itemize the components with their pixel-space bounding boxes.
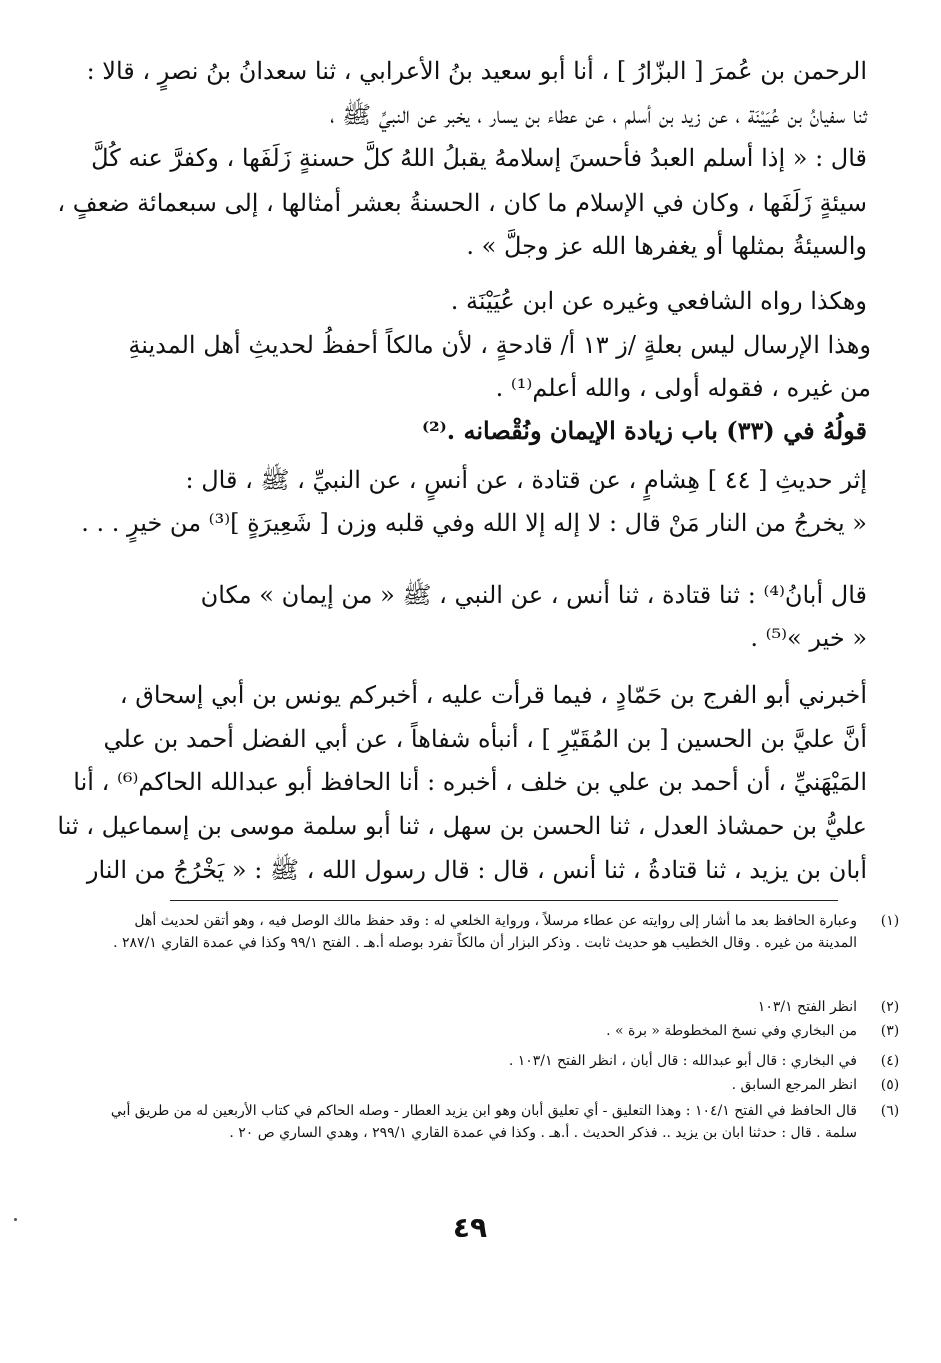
- body-line: أنَّ عليَّ بن الحسين [ بن المُقَيّرِ ] ، أنبأه شفاهاً ، عن أبي الفضل أحمد بن علي: [103, 725, 867, 753]
- body-line: الرحمن بن عُمرَ [ البزّارُ ] ، أنا أبو سعيد بنُ الأعرابي ، ثنا سعدانُ بنُ نصرٍ ، قالا :: [86, 57, 867, 85]
- page-number: ٤٩: [452, 1211, 488, 1244]
- body-line: سيئةٍ زَلَفَها ، وكان في الإسلام ما كان ، الحسنةُ بعشر أمثالها ، إلى سبعمائة ضعفٍ ،: [57, 189, 867, 217]
- scan-speck: [14, 1218, 17, 1221]
- footnote-number: (٦): [880, 1103, 900, 1119]
- body-line: إثر حديثِ [ ٤٤ ] هِشامٍ ، عن قتادة ، عن أنسٍ ، عن النبيِّ ، ﷺ ، قال :: [185, 466, 867, 494]
- footnote-1: [95, 910, 900, 954]
- footnote-number: (٢): [880, 999, 900, 1015]
- body-line: عليُّ بن حمشاذ العدل ، ثنا الحسن بن سهل ، ثنا أبو سلمة موسى بن إسماعيل ، ثنا: [57, 812, 867, 840]
- footnote-text: قال الحافظ في الفتح ١٠٤/١ : وهذا التعليق - أي تعليق أبان وهو ابن يزيد العطار - وصله الحاكم في كتاب الأربعين له من طريق أبي سلمة . قال : حدثنا ابان بن يزيد .. فذكر الحديث . أ.هـ . وكذا في عمدة القاري ٢٩٩/١ ، وهدي الساري ص ٢٠ .: [110, 1103, 857, 1141]
- footnote-3: [95, 1020, 900, 1042]
- body-line: قال أبانُ⁽⁴⁾ : ثنا قتادة ، ثنا أنس ، عن النبي ، ﷺ « من إيمان » مكان: [200, 581, 867, 609]
- footnote-text: انظر المرجع السابق .: [731, 1077, 857, 1093]
- section-heading: قولُهُ في (٣٣) باب زيادة الإيمان ونُقْصانه .⁽²⁾: [421, 416, 867, 445]
- footnote-text: انظر الفتح ١٠٣/١: [757, 999, 857, 1015]
- footnote-text: في البخاري : قال أبو عبدالله : قال أبان ، انظر الفتح ١٠٣/١ .: [508, 1053, 857, 1069]
- body-line: أخبرني أبو الفرج بن حَمّادٍ ، فيما قرأت عليه ، أخبركم يونس بن أبي إسحاق ،: [119, 681, 867, 709]
- body-line: « خير »⁽⁵⁾ .: [750, 624, 867, 652]
- footnote-2: [95, 996, 900, 1018]
- footnote-divider: [170, 900, 838, 901]
- body-line: وهذا الإرسال ليس بعلةٍ /ز ١٣ أ/ قادحةٍ ، لأن مالكاً أحفظُ لحديثِ أهل المدينةِ: [128, 331, 871, 359]
- body-line: « يخرجُ من النار مَنْ قال : لا إله إلا الله وفي قلبه وزن [ شَعِيرَةٍ ]⁽³⁾ من خيرٍ . . .: [81, 509, 867, 537]
- footnote-number: (٥): [880, 1077, 900, 1093]
- body-line: من غيره ، فقوله أولى ، والله أعلم⁽¹⁾ .: [495, 374, 871, 402]
- footnote-5: [95, 1074, 900, 1096]
- footnote-text: وعبارة الحافظ بعد ما أشار إلى روايته عن عطاء مرسلاً ، ورواية الخلعي له : وقد حفظ مالك الوصل فيه ، وهو أتقن لحديث أهل المدينة من غيره . وقال الخطيب هو حديث ثابت . وذكر البزار أن مالكاً تفرد بوصله أ.هـ . الفتح ٩٩/١ وكذا في عمدة القاري ٢٨٧/١ .: [113, 913, 857, 951]
- body-line: أبان بن يزيد ، ثنا قتادةُ ، ثنا أنس ، قال : قال رسول الله ، ﷺ : « يَخْرُجُ من النار: [86, 856, 867, 884]
- footnote-text: من البخاري وفي نسخ المخطوطة « برة » .: [606, 1023, 857, 1039]
- footnote-6: [95, 1100, 900, 1144]
- footnote-number: (٤): [880, 1053, 900, 1069]
- body-line: قال : « إذا أسلم العبدُ فأحسنَ إسلامهُ يقبلُ اللهُ كلَّ حسنةٍ زَلَفَها ، وكفرَّ عنه كُلَّ: [91, 144, 867, 172]
- footnote-number: (٣): [880, 1023, 900, 1039]
- body-line: المَيْهَنيِّ ، أن أحمد بن علي بن خلف ، أخبره : أنا الحافظ أبو عبدالله الحاكم⁽⁶⁾ ، أنا: [73, 768, 867, 796]
- footnote-4: [95, 1050, 900, 1072]
- body-line: ثنا سفيانُ بن عُيَيْنَة ، عن زيد بن أسلم ، عن عطاء بن يسار ، يخبر عن النبيِّ ﷺ ،: [329, 101, 867, 129]
- footnote-number: (١): [880, 913, 900, 929]
- body-line: والسيئةُ بمثلها أو يغفرها الله عز وجلَّ » .: [466, 232, 867, 260]
- body-line: وهكذا رواه الشافعي وغيره عن ابن عُيَيْنَة .: [450, 287, 867, 315]
